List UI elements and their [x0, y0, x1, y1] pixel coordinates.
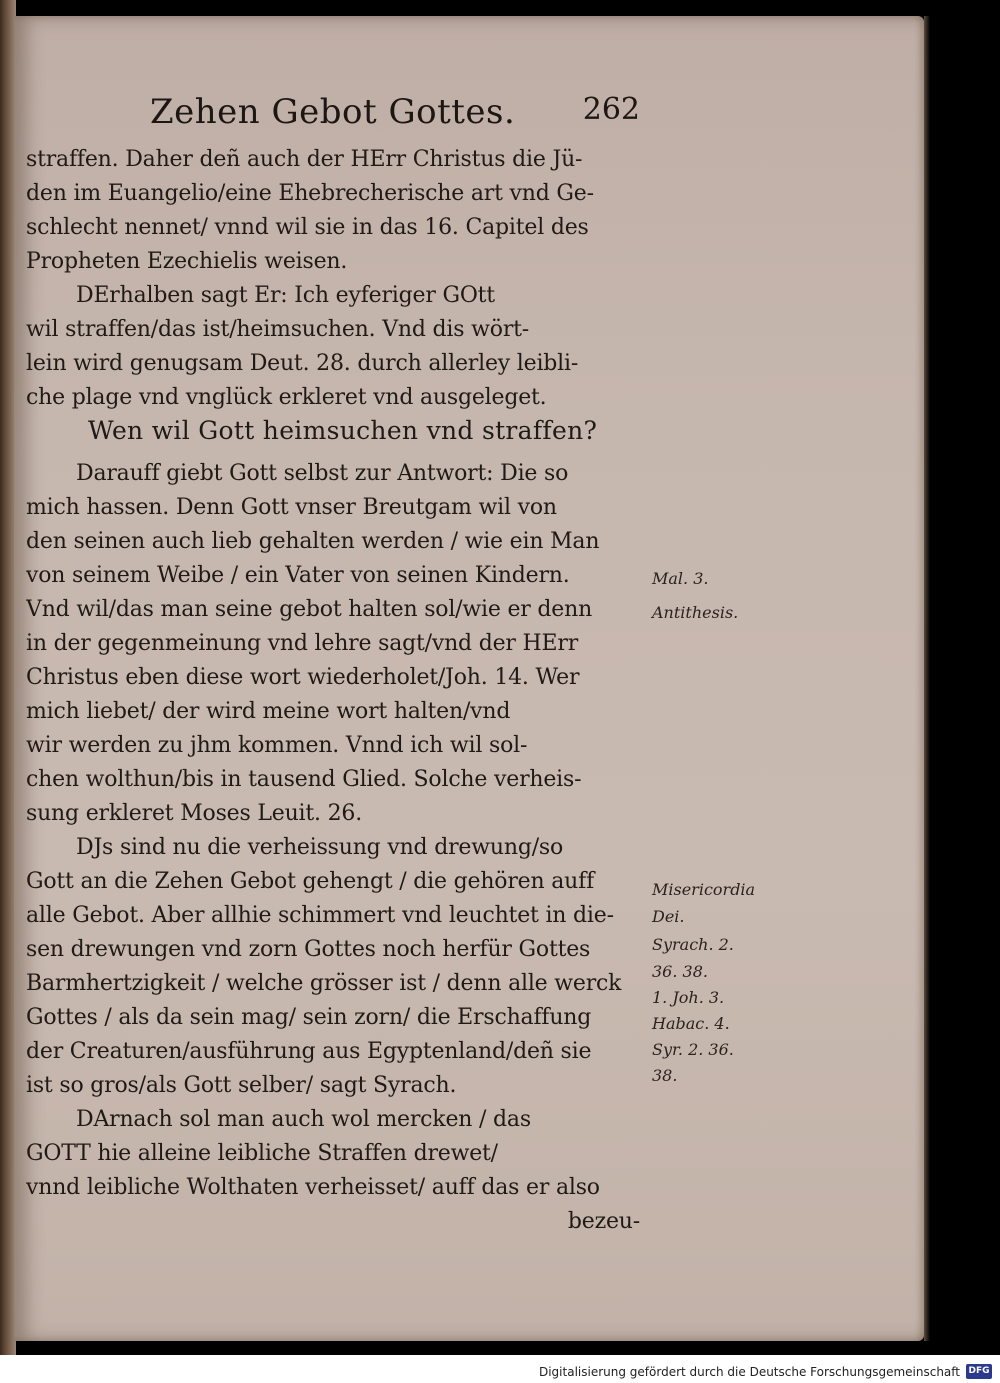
catchword: bezeu-	[567, 1209, 640, 1234]
margin-note: 36. 38.	[652, 962, 708, 981]
text-line: sung erkleret Moses Leuit. 26.	[26, 801, 363, 826]
text-line: Gottes / als da sein mag/ sein zorn/ die Erschaffung	[26, 1005, 592, 1030]
margin-note: Habac. 4.	[652, 1014, 730, 1033]
text-line: Barmhertzigkeit / welche grösser ist / denn alle werck	[26, 971, 622, 996]
text-line: Vnd wil/das man seine gebot halten sol/wie er denn	[26, 597, 593, 622]
text-line: Christus eben diese wort wiederholet/Joh. 14. Wer	[26, 665, 580, 690]
margin-note: Mal. 3.	[652, 569, 709, 588]
text-line: che plage vnd vnglück erkleret vnd ausgeleget.	[26, 385, 547, 410]
text-line: mich liebet/ der wird meine wort halten/vnd	[26, 699, 511, 724]
margin-note: Syr. 2. 36.	[652, 1040, 734, 1059]
text-line: sen drewungen vnd zorn Gottes noch herfür Gottes	[26, 937, 591, 962]
text-line: wil straffen/das ist/heimsuchen. Vnd dis wört-	[26, 317, 530, 342]
running-title: Zehen Gebot Gottes.	[150, 92, 516, 132]
margin-note: Misericordia	[652, 880, 756, 899]
text-line: in der gegenmeinung vnd lehre sagt/vnd der HErr	[26, 631, 579, 656]
margin-note: Dei.	[652, 907, 685, 926]
text-line: wir werden zu jhm kommen. Vnnd ich wil sol-	[26, 733, 528, 758]
text-line: ist so gros/als Gott selber/ sagt Syrach.	[26, 1073, 457, 1098]
text-line: chen wolthun/bis in tausend Glied. Solche verheis-	[26, 767, 582, 792]
margin-note: 1. Joh. 3.	[652, 988, 725, 1007]
text-line: Gott an die Zehen Gebot gehengt / die gehören auff	[26, 869, 595, 894]
dfg-logo-icon: DFG	[966, 1364, 992, 1379]
page-edge-shadow	[924, 16, 930, 1341]
text-line: der Creaturen/ausführung aus Egyptenland/deñ sie	[26, 1039, 592, 1064]
section-heading: Wen wil Gott heimsuchen vnd straffen?	[88, 416, 598, 445]
funding-credit: Digitalisierung gefördert durch die Deutsche Forschungsgemeinschaft	[538, 1365, 960, 1379]
text-line: den im Euangelio/eine Ehebrecherische art vnd Ge-	[26, 181, 594, 206]
text-line: mich hassen. Denn Gott vnser Breutgam wil von	[26, 495, 557, 520]
margin-note: Antithesis.	[652, 603, 739, 622]
digitization-footer	[0, 1362, 1000, 1383]
text-line: straffen. Daher deñ auch der HErr Christus die Jü-	[26, 147, 583, 172]
page-header	[150, 88, 640, 138]
text-line: Propheten Ezechielis weisen.	[26, 249, 348, 274]
margin-note: Syrach. 2.	[652, 935, 734, 954]
text-line: GOTT hie alleine leibliche Straffen drewet/	[26, 1141, 498, 1166]
text-line: schlecht nennet/ vnnd wil sie in das 16. Capitel des	[26, 215, 589, 240]
text-line: DArnach sol man auch wol mercken / das	[76, 1107, 531, 1132]
text-line: alle Gebot. Aber allhie schimmert vnd leuchtet in die-	[26, 903, 614, 928]
text-line: lein wird genugsam Deut. 28. durch allerley leibli-	[26, 351, 579, 376]
text-line: von seinem Weibe / ein Vater von seinen Kindern.	[26, 563, 570, 588]
text-line: DJs sind nu die verheissung vnd drewung/so	[76, 835, 564, 860]
text-line: den seinen auch lieb gehalten werden / wie ein Man	[26, 529, 600, 554]
text-line: Darauff giebt Gott selbst zur Antwort: Die so	[76, 461, 569, 486]
margin-note: 38.	[652, 1066, 678, 1085]
text-line: vnnd leibliche Wolthaten verheisset/ auff das er also	[26, 1175, 600, 1200]
page-number: 262	[582, 92, 640, 127]
text-line: DErhalben sagt Er: Ich eyferiger GOtt	[76, 283, 495, 308]
